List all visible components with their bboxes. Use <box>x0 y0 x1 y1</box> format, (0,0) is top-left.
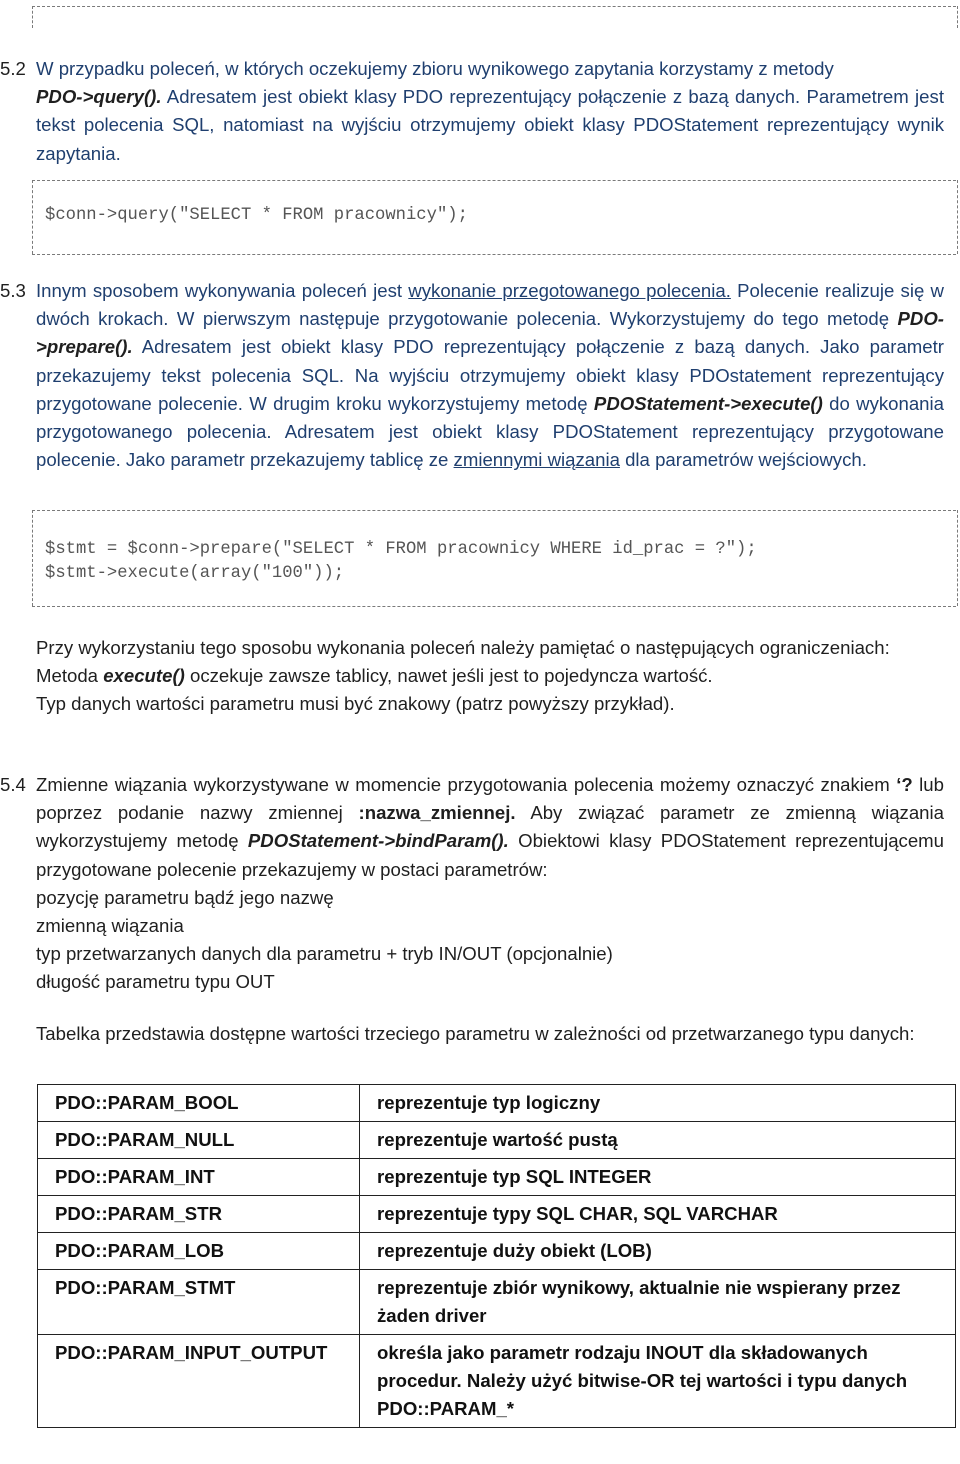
question-mark-symbol: ‘? <box>896 774 913 795</box>
method-bindparam: PDOStatement->bindParam(). <box>247 830 509 852</box>
param-constant-cell: PDO::PARAM_INT <box>38 1159 360 1196</box>
code-box-2-bottom-border <box>32 606 956 607</box>
param-constant-cell: PDO::PARAM_INPUT_OUTPUT <box>38 1335 360 1428</box>
notes-item-2: Typ danych wartości parametru musi być znakowy (patrz powyższy przykład). <box>36 693 675 715</box>
notes-item-1-suffix: oczekuje zawsze tablicy, nawet jeśli jest to pojedyncza wartość. <box>184 665 713 687</box>
s53-text-3: Adresatem jest obiekt klasy PDO reprezentujący połączenie z bazą danych. Jako parametr przekazujemy tekst polecenia SQL. Na wyjściu otrzymujemy obiekt klasy PDOstatement reprezentujący przygotowane polecenie. W drugim kroku wykorzystujemy metodę <box>36 336 944 414</box>
s54-text-4: Obiektowi klasy PDOStatement reprezentującemu przygotowane polecenie przekazujemy w postaci parametrów: <box>36 830 945 880</box>
named-variable: :nazwa_zmiennej. <box>358 802 516 824</box>
s54-text-1: Zmienne wiązania wykorzystywane w momencie przygotowania polecenia możemy oznaczyć znakiem <box>36 774 897 795</box>
table-row <box>38 1085 956 1122</box>
s53-text-4: do wykonania przygotowanego polecenia. Adresatem jest obiekt klasy PDOStatement reprezentujący przygotowane polecenie. Jako parametr przekazujemy tablicę ze <box>36 392 944 471</box>
list-item: typ przetwarzanych danych dla parametru + tryb IN/OUT (opcjonalnie) <box>36 943 613 965</box>
param-description-cell: reprezentuje typ logiczny <box>360 1085 956 1122</box>
link-prepared-statement[interactable]: wykonanie przegotowanego polecenia. <box>408 280 731 301</box>
param-description-cell: reprezentuje wartość pustą <box>360 1122 956 1159</box>
code-snippet-execute: $stmt->execute(array("100")); <box>45 564 345 583</box>
method-pdo-prepare: PDO->prepare(). <box>36 308 944 358</box>
param-constant-cell: PDO::PARAM_STR <box>38 1196 360 1233</box>
s53-text-1: Innym sposobem wykonywania poleceń jest <box>36 280 409 301</box>
table-row <box>38 1159 956 1196</box>
param-constant-cell: PDO::PARAM_BOOL <box>38 1085 360 1122</box>
param-constant-cell: PDO::PARAM_STMT <box>38 1270 360 1335</box>
notes-intro: Przy wykorzystaniu tego sposobu wykonania poleceń należy pamiętać o następujących ograniczeniach: <box>36 637 890 658</box>
method-pdo-query: PDO->query(). <box>36 86 162 108</box>
notes-item-1-prefix: Metoda <box>36 665 104 687</box>
section-5-2-paragraph <box>36 55 944 168</box>
link-bind-variables[interactable]: zmiennymi wiązania <box>453 449 620 471</box>
param-description-cell: reprezentuje typ SQL INTEGER <box>360 1159 956 1196</box>
s53-text-2: Polecenie realizuje się w dwóch krokach. W pierwszym następuje przygotowanie polecenia. Wykorzystujemy do tego metodę <box>36 280 944 330</box>
table-row <box>38 1122 956 1159</box>
code-box-1-bottom-border <box>32 254 956 255</box>
s53-text-5: dla parametrów wejściowych. <box>619 449 867 471</box>
notes-paragraph <box>36 634 944 719</box>
list-item: długość parametru typu OUT <box>36 971 275 993</box>
param-description-cell: reprezentuje duży obiekt (LOB) <box>360 1233 956 1270</box>
method-pdostatement-execute: PDOStatement->execute() <box>593 392 823 414</box>
code-snippet-query: $conn->query("SELECT * FROM pracownicy"); <box>45 206 468 225</box>
section-number-5-3: 5.3 <box>0 280 26 301</box>
section-number-5-2: 5.2 <box>0 58 26 79</box>
s54-text-2: lub poprzez podanie nazwy zmiennej <box>36 774 944 824</box>
section-5-3-paragraph <box>36 277 944 474</box>
param-description-cell: określa jako parametr rodzaju INOUT dla składowanych procedur. Należy użyć bitwise-OR tej wartości i typu danych PDO::PARAM_* <box>360 1335 956 1428</box>
param-constant-cell: PDO::PARAM_LOB <box>38 1233 360 1270</box>
s52-text-1: W przypadku poleceń, w których oczekujemy zbioru wynikowego zapytania korzystamy z metody <box>36 58 834 79</box>
s54-text-3: Aby związać parametr ze zmienną wiązania wykorzystujemy metodę <box>36 802 944 852</box>
param-description-cell: reprezentuje typy SQL CHAR, SQL VARCHAR <box>360 1196 956 1233</box>
param-description-cell: reprezentuje zbiór wynikowy, aktualnie nie wspierany przez żaden driver <box>360 1270 956 1335</box>
table-row <box>38 1270 956 1335</box>
code-box-fragment <box>32 6 958 28</box>
table-row <box>38 1233 956 1270</box>
param-types-table <box>37 1084 956 1428</box>
table-row <box>38 1335 956 1428</box>
list-item: pozycję parametru bądź jego nazwę <box>36 886 334 908</box>
method-execute: execute() <box>103 665 185 687</box>
section-5-4-paragraph <box>36 771 944 997</box>
s52-text-2: Adresatem jest obiekt klasy PDO reprezentujący połączenie z bazą danych. Parametrem jest tekst polecenia SQL, natomiast na wyjściu otrzymujemy obiekt klasy PDOStatement reprezentujący wynik zapytania. <box>36 86 944 164</box>
list-item: zmienną wiązania <box>36 915 184 937</box>
table-intro: Tabelka przedstawia dostępne wartości trzeciego parametru w zależności od przetwarzanego typu danych: <box>36 1023 915 1044</box>
section-number-5-4: 5.4 <box>0 774 26 795</box>
code-snippet-prepare: $stmt = $conn->prepare("SELECT * FROM pracownicy WHERE id_prac = ?"); <box>45 540 757 559</box>
table-row <box>38 1196 956 1233</box>
param-constant-cell: PDO::PARAM_NULL <box>38 1122 360 1159</box>
